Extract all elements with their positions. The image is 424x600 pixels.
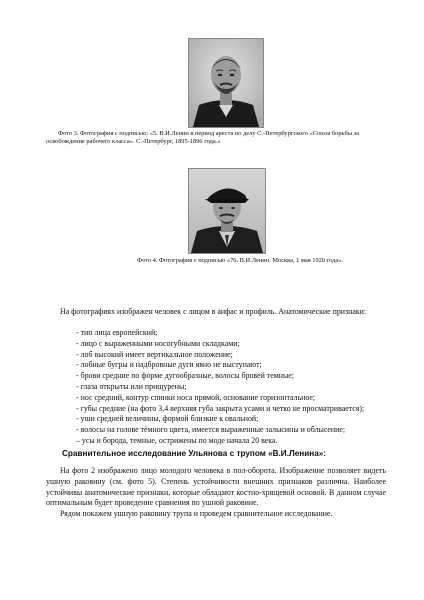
anatomical-features-list bbox=[46, 328, 392, 447]
list-item: - лицо с выраженными носогубными складками; bbox=[76, 338, 240, 348]
list-item: - тип лица европейский; bbox=[76, 328, 158, 337]
comparison-paragraph: На фото 2 изображено лицо молодого человека в пол-оборота. Изображение позволяет видеть ушную раковину (см. фото 5). Степень устойчивости внешних признаков различна. Наиболее устойчивы анатомические признаки, которые обладают костно-хрящевой основой. В данном случае оптимальным будет проведение сравнения по ушной раковине. bbox=[46, 466, 386, 508]
photo-3-caption: Фото 3. Фотография с подписью: «5. В.И.Ленин в период ареста по делу С.-Петербургского «Союза борьбы за освобождение рабочего класса». С.-Петербург, 1895-1896 года.» bbox=[46, 130, 359, 146]
portrait-photo-3 bbox=[188, 38, 264, 128]
list-item: - лоб высокий имеет вертикальное положение; bbox=[76, 349, 233, 359]
list-item: – усы и борода, темные, острижены по моде начала 20 века. bbox=[76, 435, 278, 445]
intro-paragraph: На фотографиях изображен человек с лицом в анфас и профиль. Анатомические признаки: bbox=[60, 307, 367, 316]
portrait-photo-4 bbox=[188, 168, 266, 254]
section-heading: Сравнительное исследование Ульянова с трупом «В.И.Ленина»: bbox=[62, 449, 327, 458]
list-item: - лобные бугры и надбровные дуги явно не выступают; bbox=[76, 360, 262, 370]
list-item: - нос средний, контур спинки носа прямой, основание горизонтальное; bbox=[76, 392, 316, 402]
closing-paragraph: Рядом покажем ушную раковину трупа и проведем сравнительное исследование. bbox=[60, 509, 333, 518]
list-item: - губы средние (на фото 3,4 верхняя губа закрыта усами и четко не просматривается); bbox=[76, 403, 365, 413]
list-item: - волосы на голове тёмного цвета, имеется выраженные залысины и облысение; bbox=[76, 425, 346, 435]
list-item: - брови средние по форме дугообразные, волосы бровей темные; bbox=[76, 371, 294, 381]
photo-4-caption: Фото 4. Фотография с подписью «76. В.И.Ленин. Москва, 1 мая 1920 года». bbox=[136, 257, 344, 264]
list-item: - уши средней величины, формой близкие к овальной; bbox=[76, 414, 259, 424]
list-item: - глаза открыты или прищурены; bbox=[76, 381, 187, 391]
